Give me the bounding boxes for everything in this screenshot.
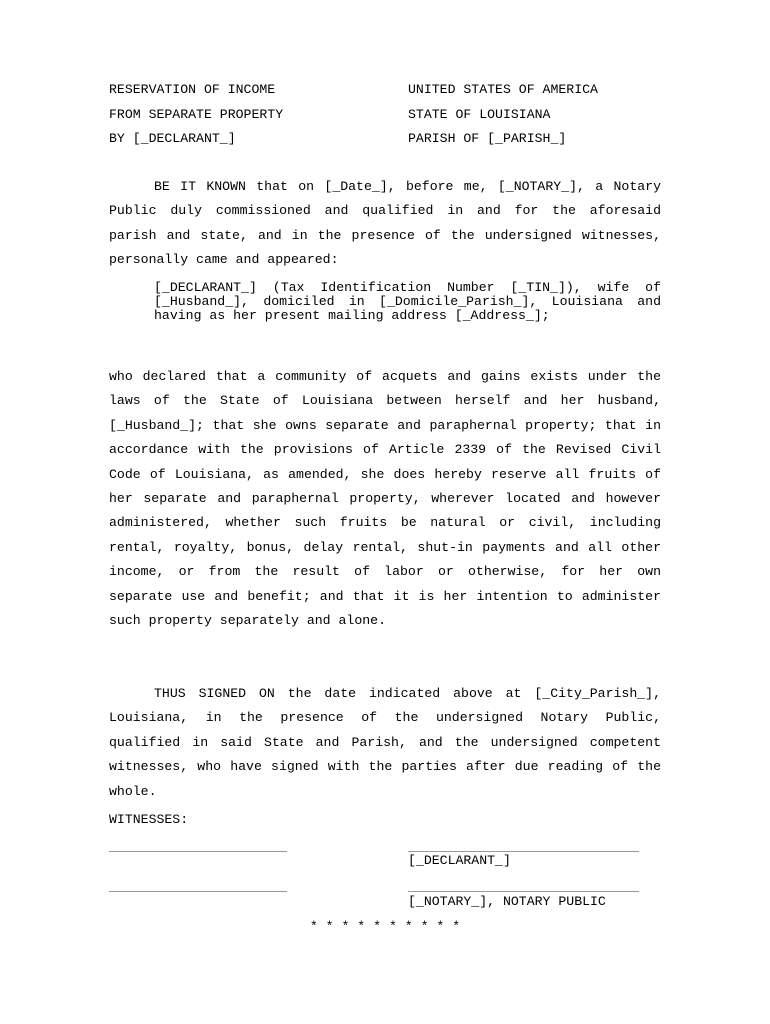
notary-signature-line <box>408 891 639 892</box>
declarant-signature-label: [_DECLARANT_] <box>408 853 511 868</box>
jurisdiction-country: UNITED STATES OF AMERICA <box>408 82 598 97</box>
notary-signature-label: [_NOTARY_], NOTARY PUBLIC <box>408 894 606 909</box>
witness-1-signature-line <box>109 851 287 852</box>
witnesses-label: WITNESSES: <box>109 812 189 827</box>
declarant-signature-line <box>408 851 639 852</box>
intro-paragraph: BE IT KNOWN that on [_Date_], before me, [_NOTARY_], a Notary Public duly commissioned and qualified in and for the aforesaid parish and state, and in the presence of the undersigned witnesses, personally came and appeared: <box>109 179 661 268</box>
end-of-document-marker: * * * * * * * * * * <box>309 919 461 934</box>
appearer-block: [_DECLARANT_] (Tax Identification Number [_TIN_]), wife of [_Husband_], domiciled in [_Domicile_Parish_], Louisiana and having as her present mailing address [_Address_]; <box>154 280 661 323</box>
doc-title-line-1: RESERVATION OF INCOME <box>109 82 276 97</box>
witness-2-signature-line <box>109 891 287 892</box>
declaration-paragraph: who declared that a community of acquets and gains exists under the laws of the State of Louisiana between herself and her husband, [_Husband_]; that she owns separate and paraphernal property; that in accordance with the provisions of Article 2339 of the Revised Civil Code of Louisiana, as amended, she does hereby reserve all fruits of her separate and paraphernal property, wherever located and however administered, whether such fruits be natural or civil, including rental, royalty, bonus, delay rental, shut-in payments and all other income, or from the result of labor or otherwise, for her own separate use and benefit; and that it is her intention to administer such property separately and alone. <box>109 369 661 629</box>
jurisdiction-state: STATE OF LOUISIANA <box>408 107 551 122</box>
closing-paragraph: THUS SIGNED ON the date indicated above at [_City_Parish_], Louisiana, in the presence of the undersigned Notary Public, qualified in said State and Parish, and the undersigned competent witnesses, who have signed with the parties after due reading of the whole. <box>109 686 661 799</box>
jurisdiction-parish: PARISH OF [_PARISH_] <box>408 131 567 146</box>
doc-title-line-3: BY [_DECLARANT_] <box>109 131 236 146</box>
doc-title-line-2: FROM SEPARATE PROPERTY <box>109 107 284 122</box>
